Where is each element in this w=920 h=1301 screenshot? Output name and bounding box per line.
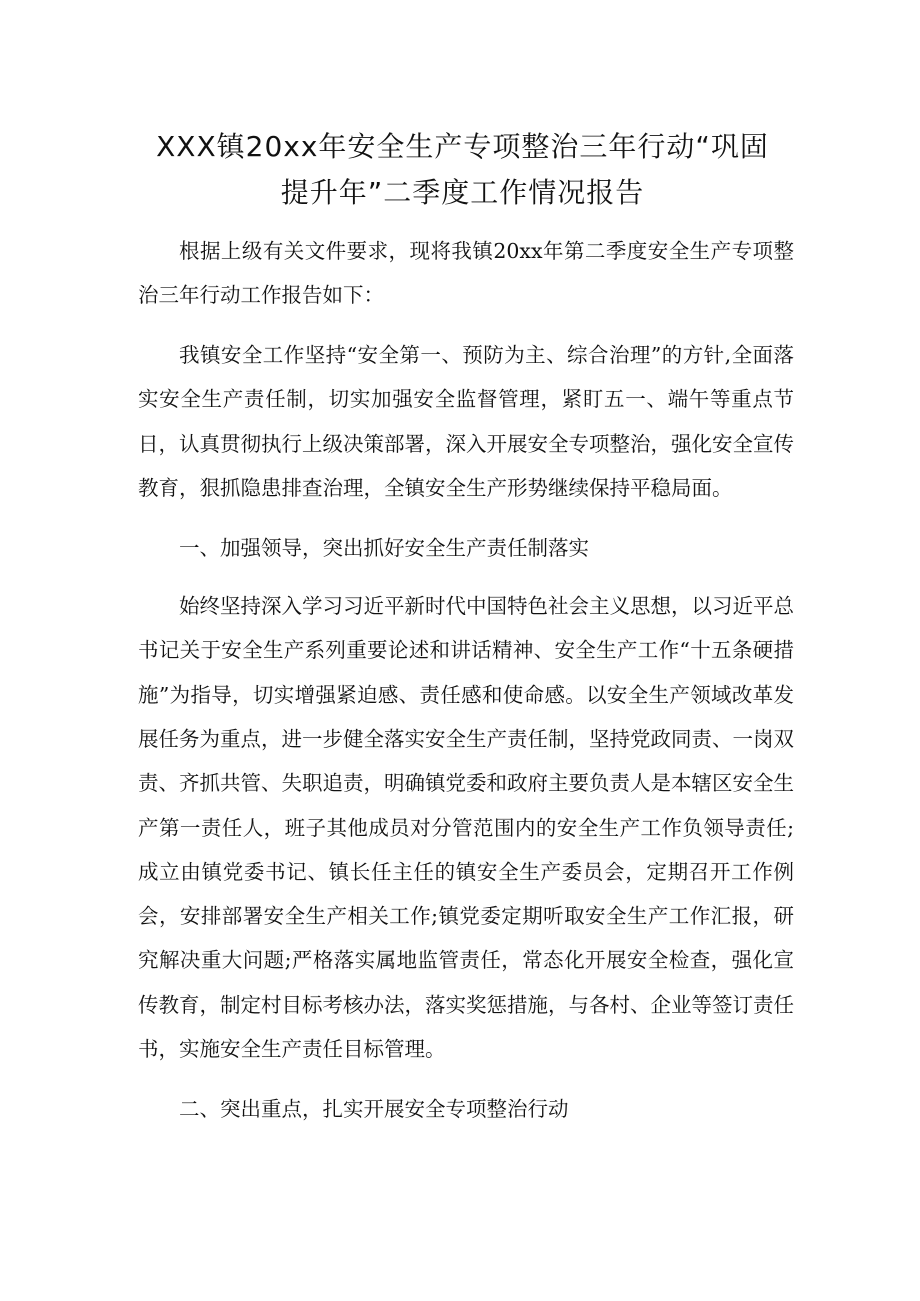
section-1-paragraph: 始终坚持深入学习习近平新时代中国特色社会主义思想，以习近平总书记关于安全生产系列重要论述和讲话精神、安全生产工作“十五条硬措施”为指导，切实增强紧迫感、责任感和使命感。以安全生产领域改革发展任务为重点，进一步健全落实安全生产责任制，坚持党政同责、一岗双责、齐抓共管、失职追责，明确镇党委和政府主要负责人是本辖区安全生产第一责任人，班子其他成员对分管范围内的安全生产工作负领导责任;成立由镇党委书记、镇长任主任的镇安全生产委员会，定期召开工作例会，安排部署安全生产相关工作;镇党委定期听取安全生产工作汇报，研究解决重大问题;严格落实属地监管责任，常态化开展安全检查，强化宣传教育，制定村目标考核办法，落实奖惩措施，与各村、企业等签订责任书，实施安全生产责任目标管理。: [138, 594, 794, 1062]
intro-paragraph: 根据上级有关文件要求，现将我镇20xx年第二季度安全生产专项整治三年行动工作报告如下：: [138, 239, 794, 308]
title-line-2: 提升年”二季度工作情况报告: [280, 176, 645, 209]
section-heading-2: 二、突出重点，扎实开展安全专项整治行动: [179, 1096, 569, 1121]
section-heading-1: 一、加强领导，突出抓好安全生产责任制落实: [179, 535, 589, 560]
document-title: [130, 124, 795, 216]
overview-paragraph: 我镇安全工作坚持“安全第一、预防为主、综合治理”的方针,全面落实安全生产责任制，切实加强安全监督管理，紧盯五一、端午等重点节日，认真贯彻执行上级决策部署，深入开展安全专项整治，强化安全宣传教育，狠抓隐患排查治理，全镇安全生产形势继续保持平稳局面。: [138, 343, 794, 500]
document-body: [138, 229, 794, 1145]
title-line-1: XXX镇20xx年安全生产专项整治三年行动“巩固: [156, 130, 769, 163]
